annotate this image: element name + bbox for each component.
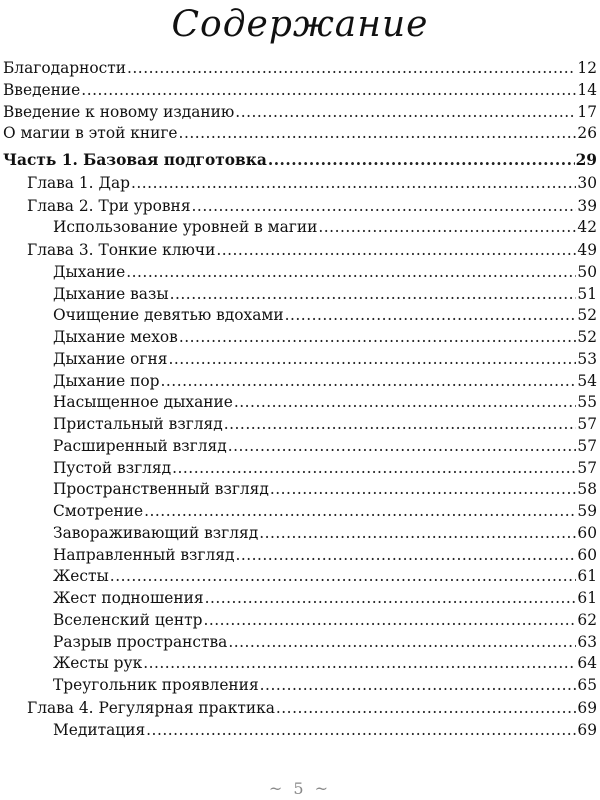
toc-entry-title: Разрыв пространства [53, 632, 228, 651]
toc-entry-title: Введение [3, 80, 81, 99]
toc-entry-page: 39 [577, 196, 597, 215]
toc-entry [0, 479, 600, 501]
toc-entry [0, 436, 600, 458]
dot-leader [143, 653, 576, 675]
dot-leader [205, 588, 577, 610]
toc-entry-title: Жесты [53, 567, 109, 586]
toc-entry-title: Глава 4. Регулярная практика [27, 698, 275, 717]
toc-entry-page: 57 [577, 415, 597, 433]
toc-entry [0, 240, 600, 262]
toc-entry [0, 545, 600, 567]
toc-entry-title: Дыхание вазы [53, 284, 169, 303]
dot-leader [285, 305, 577, 327]
toc-entry [0, 102, 600, 124]
dot-leader [170, 284, 577, 306]
toc-entry [0, 150, 600, 172]
toc-entry-page: 60 [577, 523, 597, 542]
dot-leader [146, 720, 576, 742]
toc-entry-title: Использование уровней в магии [53, 218, 318, 237]
toc-entry [0, 392, 600, 414]
dot-leader [235, 545, 576, 567]
toc-entry-page: 69 [577, 698, 597, 717]
dot-leader [144, 501, 576, 523]
toc-entry [0, 523, 600, 545]
toc-entry-page: 53 [577, 349, 597, 368]
toc-entry [0, 349, 600, 371]
toc-entry-page: 29 [575, 151, 597, 169]
toc-entry-title: Часть 1. Базовая подготовка [3, 151, 267, 169]
toc-entry-title: Жесты рук [53, 654, 143, 673]
dot-leader [270, 479, 577, 501]
toc-entry-page: 57 [577, 458, 597, 477]
toc-entry [0, 327, 600, 349]
toc-entry-title: Глава 1. Дар [27, 173, 130, 192]
toc-entry-page: 30 [577, 173, 597, 192]
dot-leader [172, 458, 576, 480]
toc-entry-page: 61 [577, 589, 597, 607]
dot-leader [228, 436, 577, 458]
dot-leader [216, 240, 576, 262]
toc-entry-page: 64 [577, 654, 597, 673]
dot-leader [126, 262, 576, 284]
toc-entry-page: 42 [577, 218, 597, 237]
toc-entry-title: Смотрение [53, 502, 144, 520]
toc-entry-title: Направленный взгляд [53, 545, 235, 564]
dot-leader [235, 102, 576, 124]
toc-entry-page: 57 [577, 436, 597, 455]
dot-leader [192, 196, 577, 218]
toc-entry [0, 217, 600, 239]
toc-entry [0, 123, 600, 145]
toc-entry-page: 55 [577, 393, 597, 412]
dot-leader [276, 698, 577, 720]
toc-entry-page: 61 [577, 567, 597, 586]
page-title: Содержание [171, 4, 429, 45]
toc-entry-title: Пространственный взгляд [53, 480, 269, 499]
dot-leader [260, 675, 577, 697]
toc-entry-title: Благодарности [3, 59, 127, 77]
toc-entry-title: Насыщенное дыхание [53, 393, 233, 412]
toc-entry-page: 59 [577, 502, 597, 520]
toc-entry-page: 51 [577, 284, 597, 303]
toc-entry-title: Треугольник проявления [53, 676, 259, 694]
toc-entry-page: 50 [577, 262, 597, 281]
toc-entry-page: 12 [577, 59, 597, 77]
toc-entry-title: О магии в этой книге [3, 124, 178, 143]
toc-entry-title: Вселенский центр [53, 610, 203, 629]
toc-entry-title: Жест подношения [53, 589, 204, 607]
toc-entry-page: 54 [577, 371, 597, 390]
toc-entry [0, 566, 600, 588]
toc-entry-page: 62 [577, 610, 597, 629]
toc-entry-page: 65 [577, 676, 597, 694]
dot-leader [224, 414, 577, 436]
dot-leader [259, 523, 576, 545]
toc-entry-title: Введение к новому изданию [3, 102, 235, 121]
toc-entry [0, 588, 600, 610]
toc-entry [0, 80, 600, 102]
toc-entry-page: 63 [577, 632, 597, 651]
toc-entry-title: Дыхание [53, 262, 126, 281]
dot-leader [131, 173, 576, 195]
toc-entry [0, 458, 600, 480]
toc-entry [0, 284, 600, 306]
toc-entry-title: Расширенный взгляд [53, 436, 227, 455]
toc-entry-title: Дыхание мехов [53, 328, 178, 346]
dot-leader [234, 392, 577, 414]
toc-entry-title: Завораживающий взгляд [53, 523, 259, 542]
dot-leader [81, 80, 576, 102]
toc-entry-page: 17 [577, 102, 597, 121]
toc-entry [0, 720, 600, 742]
toc-entry-page: 58 [577, 480, 597, 499]
page-number: ~ 5 ~ [268, 779, 332, 798]
dot-leader [318, 217, 576, 239]
dot-leader [179, 327, 577, 349]
toc-entry [0, 196, 600, 218]
toc-entry-page: 52 [577, 328, 597, 346]
toc-entry-title: Медитация [53, 720, 146, 739]
toc-entry [0, 173, 600, 195]
toc-entry-page: 14 [577, 80, 597, 99]
toc-entry [0, 698, 600, 720]
toc-entry-title: Пустой взгляд [53, 458, 172, 477]
dot-leader [203, 610, 576, 632]
toc-entry [0, 305, 600, 327]
toc-entry [0, 58, 600, 80]
toc-entry-title: Дыхание пор [53, 371, 160, 390]
toc-entry-title: Глава 3. Тонкие ключи [27, 241, 216, 259]
dot-leader [268, 150, 575, 172]
toc-entry [0, 262, 600, 284]
dot-leader [228, 632, 576, 654]
toc-entry-page: 69 [577, 720, 597, 739]
toc-entry-title: Пристальный взгляд [53, 415, 223, 433]
toc-entry [0, 610, 600, 632]
toc-entry [0, 632, 600, 654]
toc-entry-title: Глава 2. Три уровня [27, 196, 191, 215]
table-of-contents [0, 58, 600, 741]
toc-entry [0, 371, 600, 393]
toc-entry [0, 675, 600, 697]
dot-leader [161, 371, 577, 393]
toc-entry [0, 414, 600, 436]
toc-entry-page: 60 [577, 545, 597, 564]
dot-leader [127, 58, 576, 80]
toc-entry-title: Очищение девятью вдохами [53, 306, 284, 325]
dot-leader [179, 123, 577, 145]
toc-entry-page: 26 [577, 124, 597, 143]
toc-entry-title: Дыхание огня [53, 349, 168, 368]
toc-entry-page: 52 [577, 306, 597, 325]
toc-entry [0, 501, 600, 523]
dot-leader [168, 349, 576, 371]
dot-leader [110, 566, 577, 588]
toc-entry [0, 653, 600, 675]
toc-entry-page: 49 [577, 241, 597, 259]
